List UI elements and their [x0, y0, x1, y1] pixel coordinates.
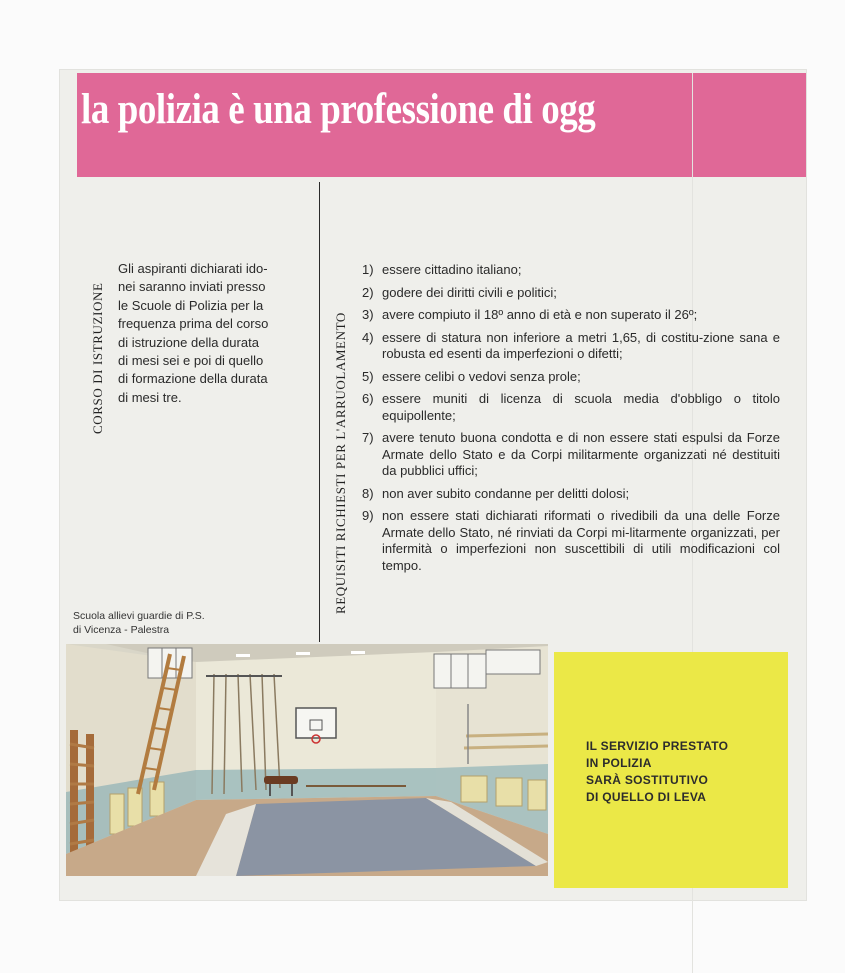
- caption-line: di Vicenza - Palestra: [73, 624, 170, 636]
- list-item: [362, 430, 780, 480]
- item-number: 6): [362, 391, 374, 406]
- notice-line: IL SERVIZIO PRESTATO: [586, 739, 729, 753]
- item-text: avere tenuto buona condotta e di non essere stati espulsi da Forze Armate dello Stato e da Corpi militarmente organizzati né destituiti da pubblici uffici;: [382, 430, 780, 478]
- item-text: essere cittadino italiano;: [382, 262, 522, 277]
- corso-line: di formazione della durata: [118, 371, 268, 387]
- corso-line: di mesi tre.: [118, 389, 182, 405]
- item-text: godere dei diritti civili e politici;: [382, 284, 557, 300]
- item-number: 1): [362, 262, 374, 277]
- notice-line: IN POLIZIA: [586, 756, 652, 770]
- item-number: 8): [362, 485, 374, 501]
- corso-line: di mesi sei e poi di quello: [118, 353, 264, 369]
- item-number: 2): [362, 284, 374, 300]
- header-banner: [77, 73, 806, 177]
- requisiti-list: [362, 262, 780, 580]
- item-text: avere compiuto il 18º anno di età e non superato il 26º;: [382, 307, 698, 322]
- list-item: [362, 262, 780, 279]
- notice-line: DI QUELLO DI LEVA: [586, 790, 707, 804]
- corso-line: di istruzione della durata: [118, 334, 259, 350]
- corso-line: Gli aspiranti dichiarati ido-: [118, 261, 268, 276]
- corso-line: frequenza prima del corso: [118, 316, 269, 332]
- item-number: 7): [362, 430, 374, 445]
- item-text: essere muniti di licenza di scuola media d'obbligo o titolo equipollente;: [382, 391, 780, 423]
- list-item: [362, 508, 780, 574]
- item-text: essere di statura non inferiore a metri 1,65, di costitu-zione sana e robusta ed esenti da imperfezioni o difetti;: [382, 329, 780, 361]
- column-divider: [319, 182, 320, 642]
- item-number: 9): [362, 508, 374, 523]
- caption-line: Scuola allievi guardie di P.S.: [73, 610, 205, 622]
- corso-description: [118, 260, 308, 407]
- notice-text: [586, 738, 776, 806]
- list-item: [362, 285, 780, 302]
- list-item: [362, 486, 780, 503]
- item-number: 3): [362, 307, 374, 322]
- list-item: [362, 369, 780, 386]
- list-item: [362, 330, 780, 363]
- item-text: non aver subito condanne per delitti dolosi;: [382, 485, 630, 501]
- list-item: [362, 307, 780, 324]
- requisiti-section-label: REQUISITI RICHIESTI PER L'ARRUOLAMENTO: [333, 312, 348, 614]
- notice-box: [554, 652, 788, 888]
- corso-section-label: CORSO DI ISTRUZIONE: [90, 282, 105, 434]
- item-number: 5): [362, 368, 374, 384]
- notice-line: SARÀ SOSTITUTIVO: [586, 773, 709, 787]
- list-item: [362, 391, 780, 424]
- page-title: la polizia è una professione di ogg: [81, 86, 596, 133]
- gym-photo: [66, 644, 548, 876]
- photo-caption: [73, 609, 263, 637]
- item-number: 4): [362, 329, 374, 345]
- corso-line: nei saranno inviati presso: [118, 279, 266, 295]
- corso-line: le Scuole di Polizia per la: [118, 297, 264, 313]
- item-text: essere celibi o vedovi senza prole;: [382, 368, 581, 384]
- item-text: non essere stati dichiarati riformati o rivedibili da una delle Forze Armate dello Stato, né rinviati da Corpi mi-litarmente organizzati, per infermità o imperfezioni non suscettibili di utili modificazioni col tempo.: [382, 508, 780, 573]
